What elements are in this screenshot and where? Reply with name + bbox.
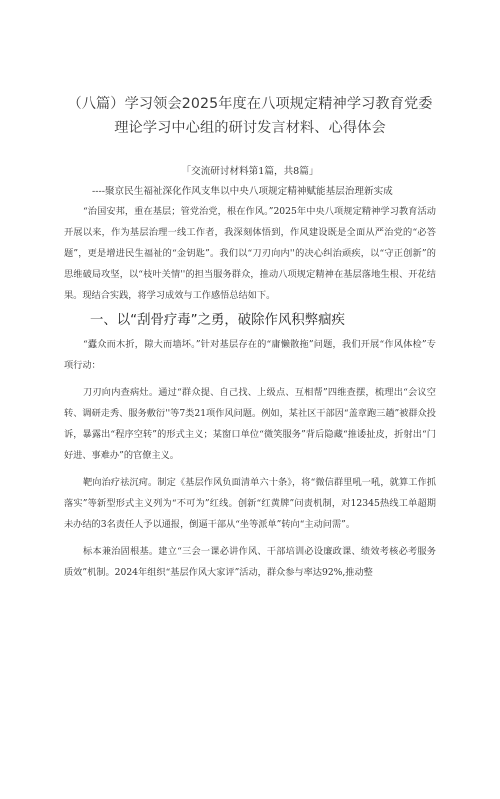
section1-paragraph-4: 标本兼治固根基。建立“三会一课必讲作风、干部培训必设廉政课、绩效考核必考服务质效”机制。2024年组织“基层作风大家评”活动，群众参与率达92%,推动整 [64, 546, 436, 578]
section1-paragraph-3: 靶向治疗祛沉疴。制定《基层作风负面清单六十条》，将“微信群里吼一吼，就算工作抓落实”等新型形式主义列为“不可为”红线。创新“红黄牌”问责机制，对12345热线工单超期未办结的3名责任人予以通报，倒逼干部从“坐等派单”转向“主动问需”。 [64, 477, 436, 530]
document-subtitle: 「交流研讨材料第1篇，共8篇」 [181, 166, 319, 177]
section1-paragraph-2: 刀刃向内查病灶。通过“群众提、自己找、上级点、互相帮”四维查摆，梳理出“会议空转、调研走秀、服务敷衍''等7类21项作风问题。例如，某社区干部因“盖章跑三趟”被群众投诉，暴露出“程序空转”的形式主义；某窗口单位“微笑服务”背后隐藏“推诿扯皮，折射出“门好进、事难办”的官僚主义。 [64, 387, 436, 461]
intro-paragraph: “治国安邦，重在基层；管党治党，根在作风。”2025年中央八项规定精神学习教育活动开展以来，作为基层治理一线工作者，我深刻体悟到，作风建设既是全面从严治党的“必答题”，更是增进民生福祉的“金钥匙”。我们以“刀刃向内''的决心纠治顽疾，以“守正创新”的思维破局攻坚，以“枝叶关情''的担当服务群众，推动八项规定精神在基层落地生根、开花结果。现结合实践，将学习成效与工作感悟总结如下。 [64, 206, 436, 301]
document-title: （八篇）学习领会2025年度在八项规定精神学习教育党委理论学习中心组的研讨发言材料、心得体会 [67, 96, 433, 136]
subtitle-block [64, 164, 436, 201]
document-page [0, 92, 500, 799]
document-subheading: ----聚京民生福祉深化作风支隼以中央八项规定精神赋能基层治理新实成 [92, 186, 393, 197]
section1-paragraph-1: “蠹众而木折，隙大而墙坏。”针对基层存在的“庸懒散拖”问题，我们开展“作风体检”专项行动： [64, 339, 436, 371]
section-heading-1: 一、以“刮骨疗毒”之勇，破除作风积弊痼疾 [90, 313, 345, 328]
